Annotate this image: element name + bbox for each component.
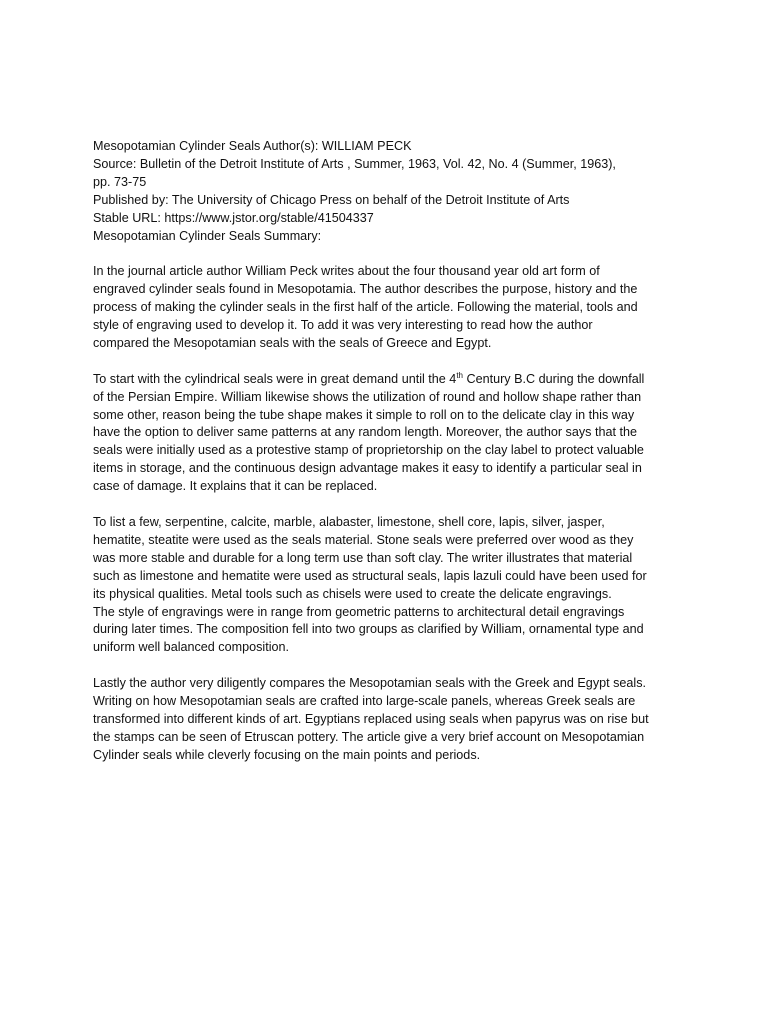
text-line: uniform well balanced composition.	[93, 640, 290, 655]
paragraph-history	[93, 371, 683, 496]
title-author-line: Mesopotamian Cylinder Seals Author(s): WILLIAM PECK	[93, 139, 412, 153]
text-line: have the option to deliver same patterns at any random length. Moreover, the author says that the	[93, 425, 637, 440]
stable-url-line: Stable URL: https://www.jstor.org/stable/41504337	[93, 210, 374, 225]
text-line: hematite, steatite were used as the seals material. Stone seals were preferred over wood as they	[93, 532, 634, 547]
text-line: engraved cylinder seals found in Mesopotamia. The author describes the purpose, history and the	[93, 282, 638, 297]
text-line: To list a few, serpentine, calcite, marble, alabaster, limestone, shell core, lapis, silver, jasper,	[93, 514, 605, 529]
paragraph-comparison	[93, 675, 683, 765]
text-line: some other, reason being the tube shape makes it simple to roll on to the delicate clay in this way	[93, 407, 635, 422]
text-line: The style of engravings were in range from geometric patterns to architectural detail engravings	[93, 604, 625, 619]
text-line: was more stable and durable for a long term use than soft clay. The writer illustrates that material	[93, 550, 633, 565]
text-line: the stamps can be seen of Etruscan pottery. The article give a very brief account on Mesopotamian	[93, 729, 645, 744]
text-line-first	[93, 371, 683, 389]
text-line: items in storage, and the continuous design advantage makes it easy to identify a particular seal in	[93, 461, 642, 476]
source-line: Source: Bulletin of the Detroit Institute of Arts , Summer, 1963, Vol. 42, No. 4 (Summer, 1963),	[93, 156, 616, 171]
ordinal-superscript: th	[456, 370, 463, 380]
summary-heading: Mesopotamian Cylinder Seals Summary:	[93, 228, 322, 243]
text-line: Writing on how Mesopotamian seals are crafted into large-scale panels, whereas Greek seals are	[93, 694, 636, 709]
document-body	[93, 138, 683, 765]
text-line: Cylinder seals while cleverly focusing on the main points and periods.	[93, 747, 481, 762]
text-line: case of damage. It explains that it can be replaced.	[93, 479, 378, 494]
paragraph-materials	[93, 514, 683, 657]
text-segment: To start with the cylindrical seals were in great demand until the 4	[93, 371, 457, 386]
text-line: during later times. The composition fell into two groups as clarified by William, ornamental type and	[93, 622, 644, 637]
text-line: its physical qualities. Metal tools such as chisels were used to create the delicate engravings.	[93, 586, 612, 601]
text-segment: Century B.C during the downfall	[462, 371, 645, 386]
text-line: transformed into different kinds of art. Egyptians replaced using seals when papyrus was on rise but	[93, 711, 649, 726]
text-line: such as limestone and hematite were used as structural seals, lapis lazuli could have been used for	[93, 568, 647, 583]
source-pages-line: pp. 73-75	[93, 174, 147, 189]
text-line: style of engraving used to develop it. To add it was very interesting to read how the author	[93, 318, 593, 333]
text-line: of the Persian Empire. William likewise shows the utilization of round and hollow shape rather than	[93, 389, 642, 404]
text-line: compared the Mesopotamian seals with the seals of Greece and Egypt.	[93, 335, 492, 350]
text-line: process of making the cylinder seals in the first half of the article. Following the material, tools and	[93, 300, 638, 315]
text-line: Lastly the author very diligently compares the Mesopotamian seals with the Greek and Egypt seals.	[93, 676, 647, 691]
text-line: In the journal article author William Peck writes about the four thousand year old art form of	[93, 264, 600, 279]
text-line: seals were initially used as a protestive stamp of proprietorship on the clay label to protect valuable	[93, 443, 644, 458]
published-by-line: Published by: The University of Chicago Press on behalf of the Detroit Institute of Arts	[93, 192, 570, 207]
paragraph-intro	[93, 263, 683, 353]
